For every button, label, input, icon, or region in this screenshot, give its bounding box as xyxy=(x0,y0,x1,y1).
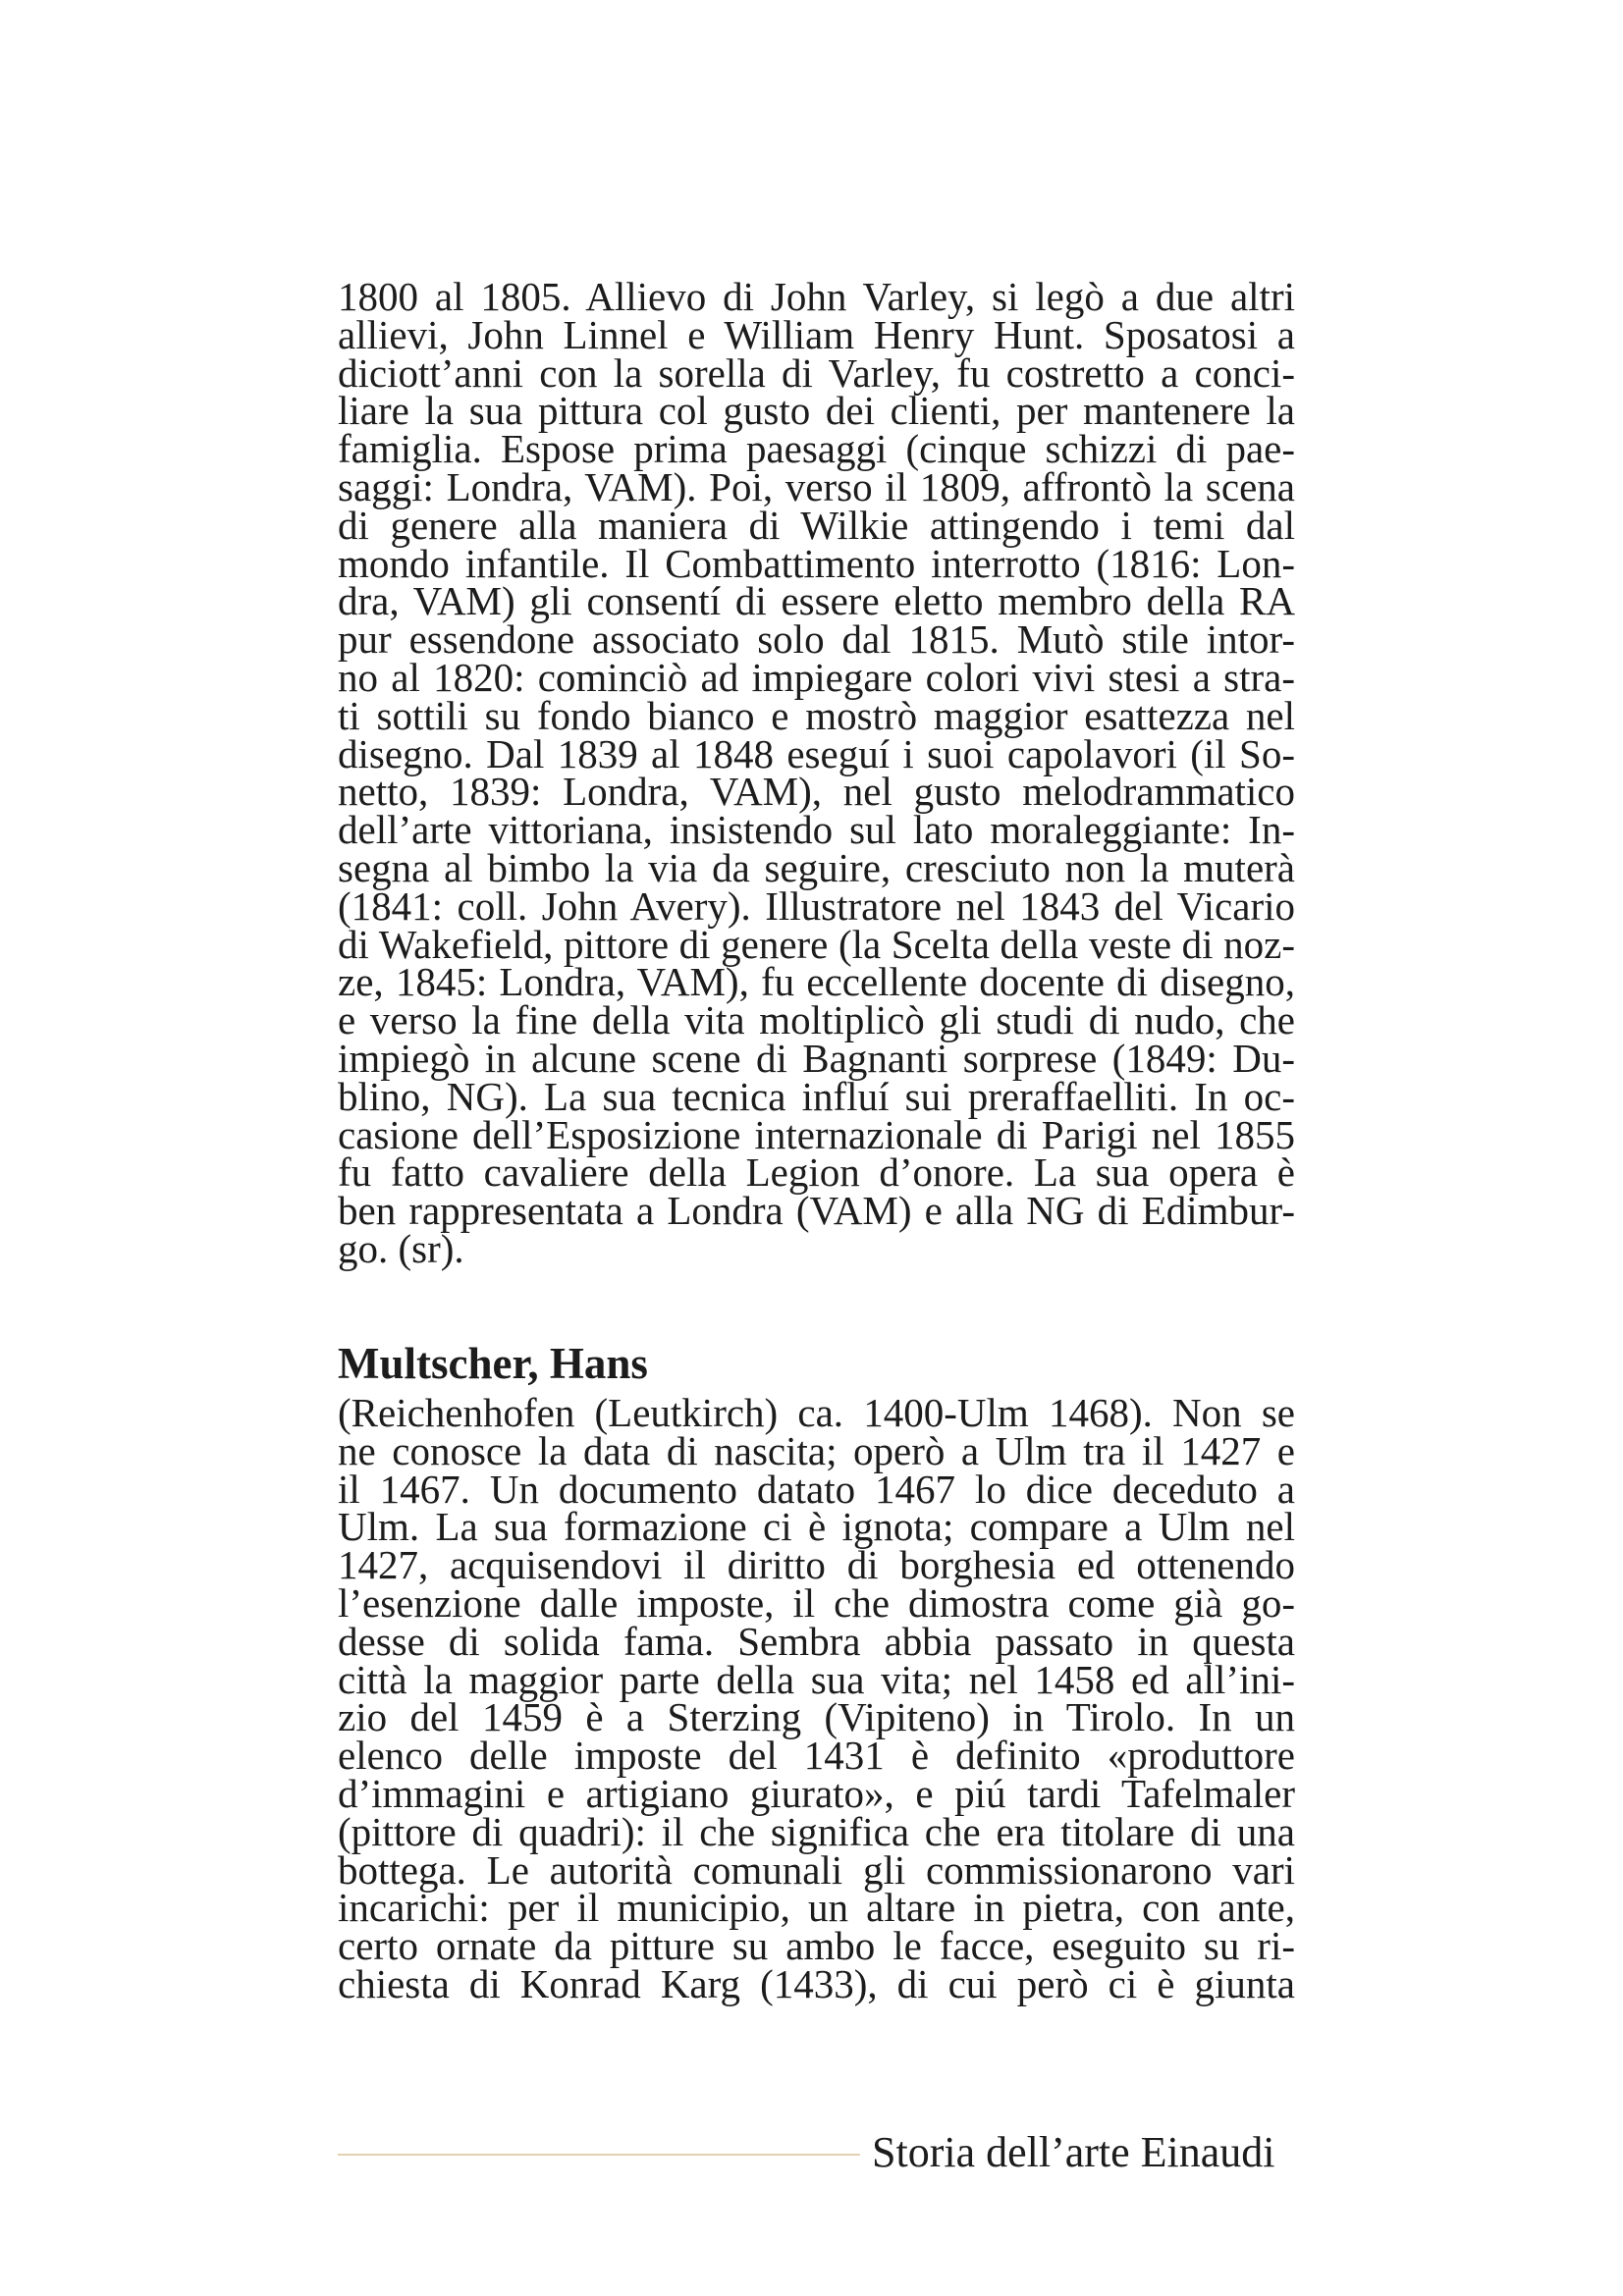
text-line: segna al bimbo la via da seguire, cresciuto non la muterà xyxy=(338,844,1295,890)
text-line: zio del 1459 è a Sterzing (Vipiteno) in Tirolo. In un xyxy=(338,1694,1295,1740)
text-line: Ulm. La sua formazione ci è ignota; compare a Ulm nel xyxy=(338,1504,1295,1550)
text-line: (pittore di quadri): il che significa che era titolare di una xyxy=(338,1808,1295,1854)
text-line: 1800 al 1805. Allievo di John Varley, si legò a due altri xyxy=(338,274,1295,319)
text-line: (1841: coll. John Avery). Illustratore nel 1843 del Vicario xyxy=(338,882,1295,929)
text-line: blino, NG). La sua tecnica influí sui preraffaelliti. In oc- xyxy=(338,1073,1295,1119)
text-line: disegno. Dal 1839 al 1848 eseguí i suoi capolavori (il So- xyxy=(338,730,1295,776)
text-line: netto, 1839: Londra, VAM), nel gusto melodrammatico xyxy=(338,769,1295,815)
text-line: liare la sua pittura col gusto dei clienti, per mantenere la xyxy=(338,388,1295,434)
text-line: ne conosce la data di nascita; operò a Ulm tra il 1427 e xyxy=(338,1427,1295,1473)
text-line: allievi, John Linnel e William Henry Hunt. Sposatosi a xyxy=(338,311,1295,357)
text-line: d’immagini e artigiano giurato», e piú tardi Tafelmaler xyxy=(338,1770,1295,1816)
footer-rule xyxy=(338,2154,860,2156)
text-line: mondo infantile. Il Combattimento interrotto (1816: Lon- xyxy=(338,540,1295,586)
entry-heading: Multscher, Hans xyxy=(338,1339,648,1388)
text-line: chiesta di Konrad Karg (1433), di cui però ci è giunta xyxy=(338,1960,1295,2006)
text-line: go. (sr). xyxy=(338,1225,464,1271)
text-line: di genere alla maniera di Wilkie attingendo i temi dal xyxy=(338,502,1295,548)
text-line: pur essendone associato solo dal 1815. Mutò stile intor- xyxy=(338,616,1295,663)
text-line: e verso la fine della vita moltiplicò gli studi di nudo, che xyxy=(338,997,1295,1043)
text-line: di Wakefield, pittore di genere (la Scelta della veste di noz- xyxy=(338,921,1295,967)
text-line: saggi: Londra, VAM). Poi, verso il 1809, affrontò la scena xyxy=(338,463,1295,509)
text-line: dell’arte vittoriana, insistendo sul lato moraleggiante: In- xyxy=(338,807,1295,853)
text-line: l’esenzione dalle imposte, il che dimostra come già go- xyxy=(338,1579,1295,1626)
text-line: 1427, acquisendovi il diritto di borghesia ed ottenendo xyxy=(338,1542,1295,1588)
text-line: città la maggior parte della sua vita; nel 1458 ed all’ini- xyxy=(338,1656,1295,1702)
text-line: ze, 1845: Londra, VAM), fu eccellente docente di disegno, xyxy=(338,959,1295,1005)
text-line: il 1467. Un documento datato 1467 lo dice deceduto a xyxy=(338,1466,1295,1512)
text-line: bottega. Le autorità comunali gli commissionarono vari xyxy=(338,1846,1295,1893)
text-line: (Reichenhofen (Leutkirch) ca. 1400-Ulm 1468). Non se xyxy=(338,1390,1295,1435)
text-line: diciott’anni con la sorella di Varley, fu costretto a conci- xyxy=(338,349,1295,396)
text-line: ti sottili su fondo bianco e mostrò maggior esattezza nel xyxy=(338,692,1295,738)
text-line: fu fatto cavaliere della Legion d’onore. La sua opera è xyxy=(338,1149,1295,1196)
text-line: elenco delle imposte del 1431 è definito «produttore xyxy=(338,1733,1295,1779)
text-line: dra, VAM) gli consentí di essere eletto membro della RA xyxy=(338,578,1295,624)
footer-title: Storia dell’arte Einaudi xyxy=(872,2128,1275,2176)
text-line: famiglia. Espose prima paesaggi (cinque schizzi di pae- xyxy=(338,426,1295,472)
text-line: desse di solida fama. Sembra abbia passato in questa xyxy=(338,1618,1295,1664)
continued-entry-text xyxy=(338,274,1295,1271)
text-line: no al 1820: cominciò ad impiegare colori vivi stesi a stra- xyxy=(338,654,1295,700)
text-line: impiegò in alcune scene di Bagnanti sorprese (1849: Du- xyxy=(338,1035,1295,1081)
text-line: ben rappresentata a Londra (VAM) e alla NG di Edimbur- xyxy=(338,1188,1295,1234)
entry-text xyxy=(338,1390,1295,2006)
text-line: casione dell’Esposizione internazionale di Parigi nel 1855 xyxy=(338,1111,1295,1157)
text-line: incarichi: per il municipio, un altare in pietra, con ante, xyxy=(338,1885,1295,1931)
text-line: certo ornate da pitture su ambo le facce, eseguito su ri- xyxy=(338,1923,1295,1969)
